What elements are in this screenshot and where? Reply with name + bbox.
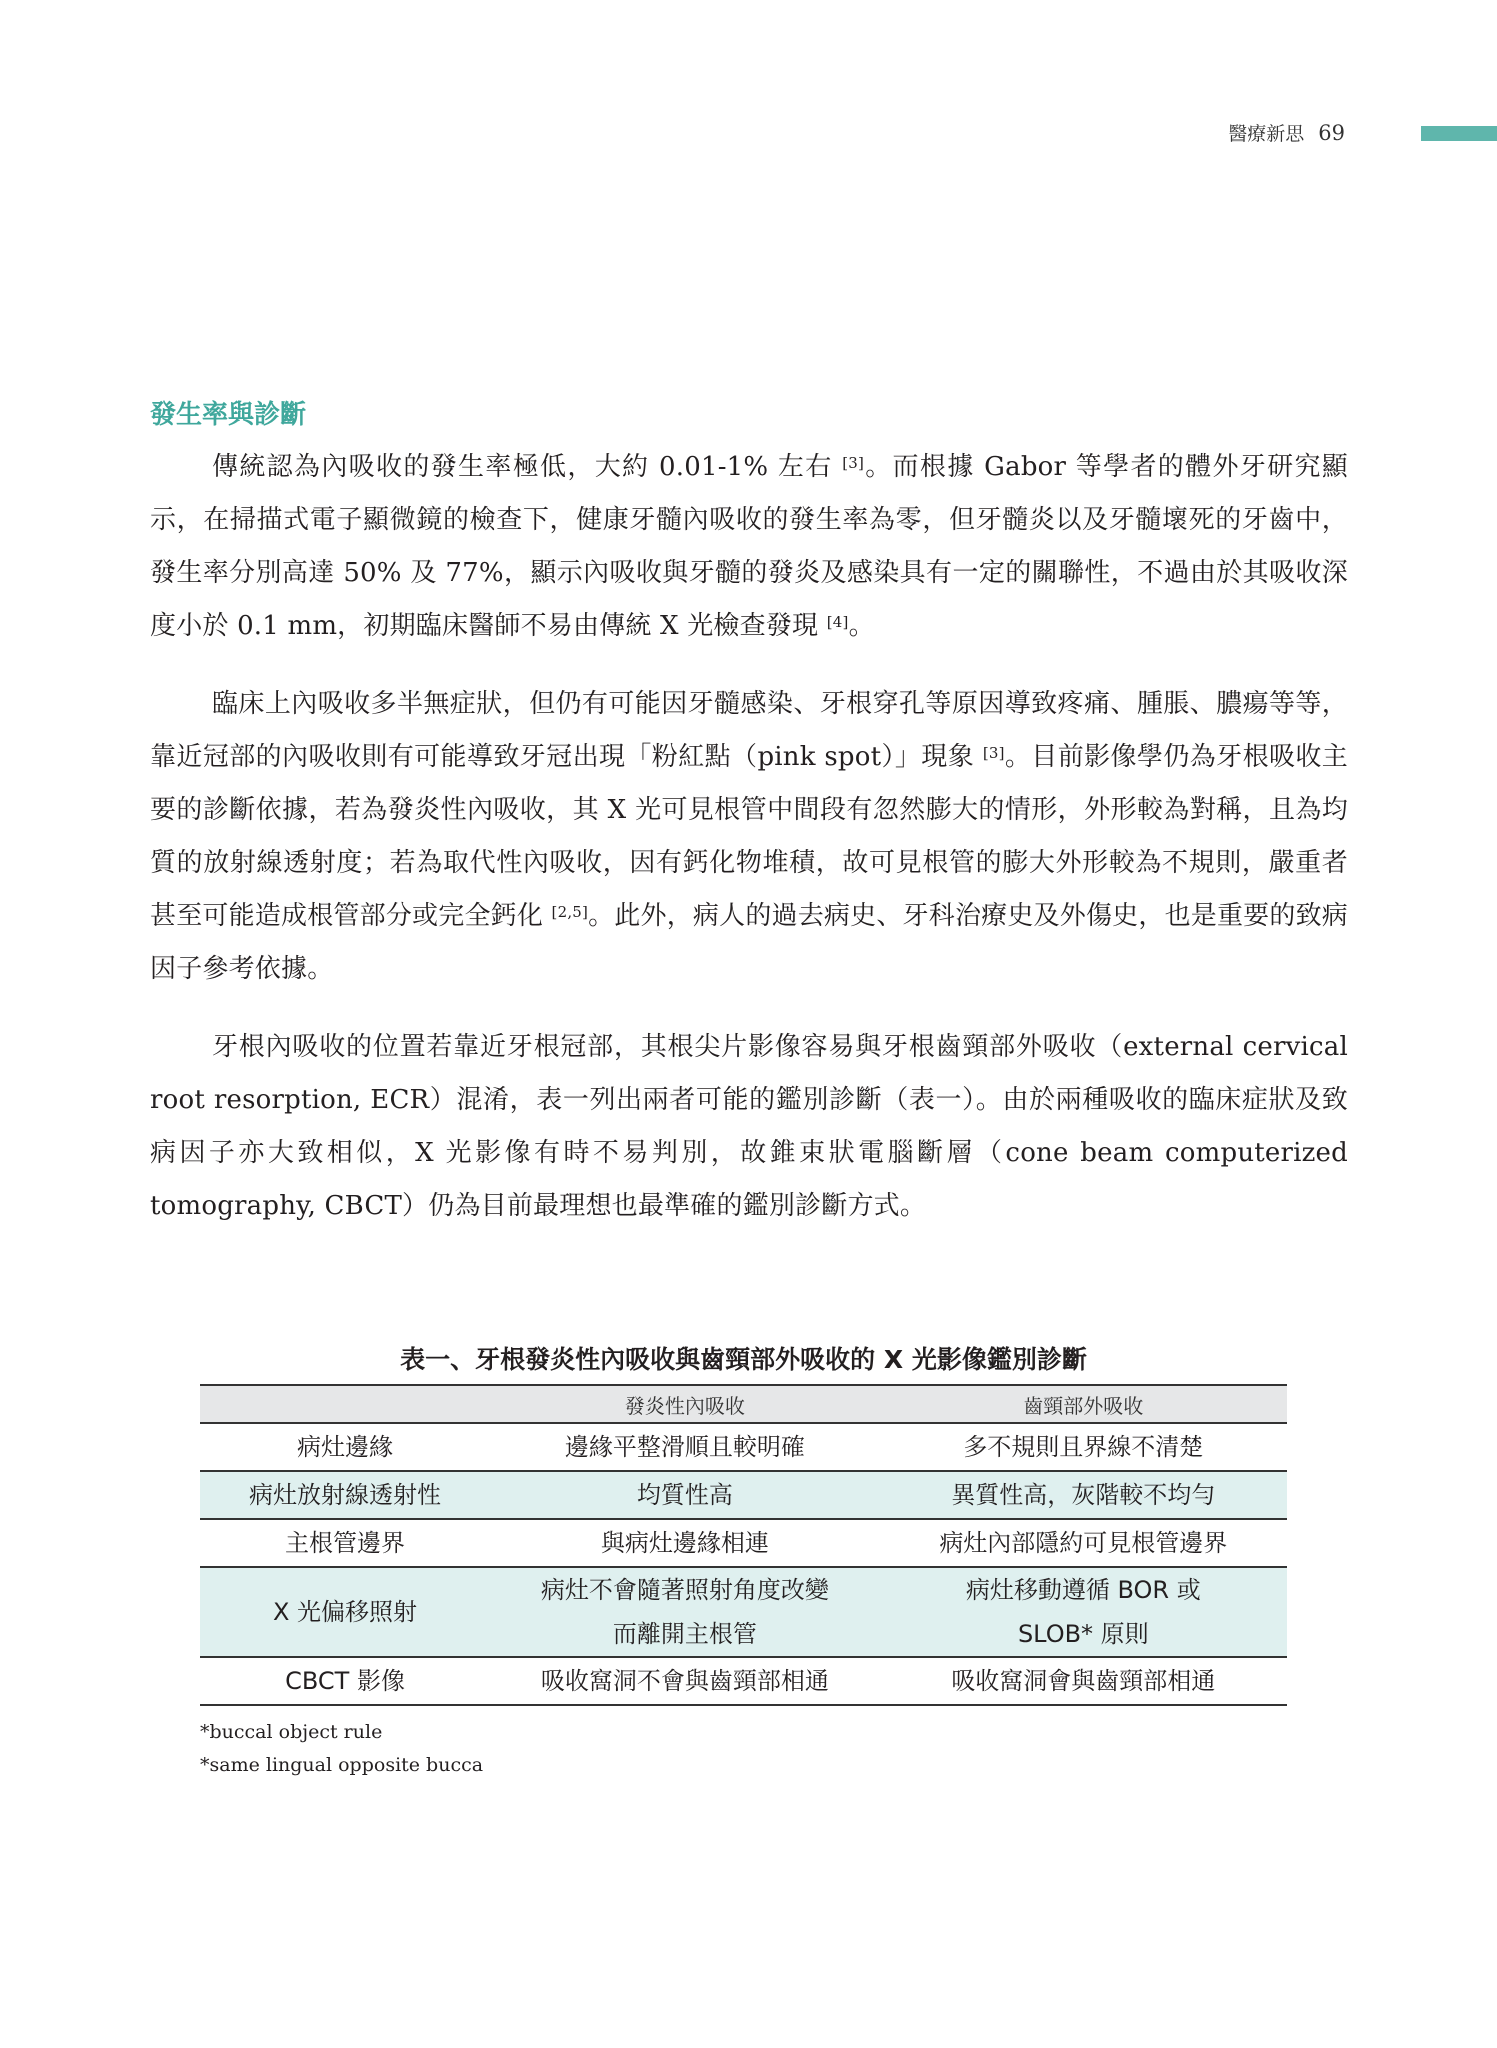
table-cell: 邊緣平整滑順且較明確 xyxy=(490,1423,880,1471)
table-cell: 病灶內部隱約可見根管邊界 xyxy=(880,1519,1287,1567)
table-cell: 病灶不會隨著照射角度改變而離開主根管 xyxy=(490,1567,880,1657)
table-cell: 異質性高，灰階較不均勻 xyxy=(880,1471,1287,1519)
table-row xyxy=(200,1471,1287,1519)
footnote: *same lingual opposite bucca xyxy=(200,1754,484,1776)
table-cell: 與病灶邊緣相連 xyxy=(490,1519,880,1567)
table-row xyxy=(200,1519,1287,1567)
table-footnotes xyxy=(200,1716,1287,1782)
paragraph-3: 牙根內吸收的位置若靠近牙根冠部，其根尖片影像容易與牙根齒頸部外吸收（external cervical root resorption, ECR）混淆，表一列出兩者可能的鑑別診斷（表一）。由於兩種吸收的臨床症狀及致病因子亦大致相似，X 光影像有時不易判別，故錐束狀電腦斷層（cone beam computerized tomography, CBCT）仍為目前最理想也最準確的鑑別診斷方式。 xyxy=(150,1032,1348,1221)
table-cell: 均質性高 xyxy=(490,1471,880,1519)
column-header xyxy=(200,1385,490,1423)
table-cell: 病灶放射線透射性 xyxy=(200,1471,490,1519)
article-body xyxy=(150,395,1348,1258)
differential-diagnosis-table xyxy=(200,1340,1287,1782)
accent-tab xyxy=(1421,126,1497,141)
table-caption: 表一、牙根發炎性內吸收與齒頸部外吸收的 X 光影像鑑別診斷 xyxy=(400,1345,1087,1374)
table-row xyxy=(200,1657,1287,1705)
column-header: 齒頸部外吸收 xyxy=(880,1385,1287,1423)
running-header xyxy=(1228,118,1345,149)
table-cell: 吸收窩洞不會與齒頸部相通 xyxy=(490,1657,880,1705)
paragraph-2: 臨床上內吸收多半無症狀，但仍有可能因牙髓感染、牙根穿孔等原因導致疼痛、腫脹、膿瘍等等，靠近冠部的內吸收則有可能導致牙冠出現「粉紅點（pink spot）」現象 [3]。目前影像學仍為牙根吸收主要的診斷依據，若為發炎性內吸收，其 X 光可見根管中間段有忽然膨大的情形，外形較為對稱，且為均質的放射線透射度；若為取代性內吸收，因有鈣化物堆積，故可見根管的膨大外形較為不規則，嚴重者甚至可能造成根管部分或完全鈣化 [2,5]。此外，病人的過去病史、牙科治療史及外傷史，也是重要的致病因子參考依據。 xyxy=(150,689,1349,984)
table-row xyxy=(200,1423,1287,1471)
citation: [3] xyxy=(982,744,1005,762)
table-cell: CBCT 影像 xyxy=(200,1657,490,1705)
table-cell: 主根管邊界 xyxy=(200,1519,490,1567)
column-header: 發炎性內吸收 xyxy=(490,1385,880,1423)
table-cell: 吸收窩洞會與齒頸部相通 xyxy=(880,1657,1287,1705)
table-header-row xyxy=(200,1385,1287,1423)
page-number: 69 xyxy=(1318,121,1345,145)
data-table xyxy=(200,1384,1287,1706)
citation: [3] xyxy=(842,454,865,472)
table-cell: 多不規則且界線不清楚 xyxy=(880,1423,1287,1471)
table-cell: 病灶移動遵循 BOR 或 SLOB* 原則 xyxy=(880,1567,1287,1657)
paragraph-1: 傳統認為內吸收的發生率極低，大約 0.01-1% 左右 [3]。而根據 Gabor 等學者的體外牙研究顯示，在掃描式電子顯微鏡的檢查下，健康牙髓內吸收的發生率為零，但牙髓炎以及牙髓壞死的牙齒中，發生率分別高達 50% 及 77%，顯示內吸收與牙髓的發炎及感染具有一定的關聯性，不過由於其吸收深度小於 0.1 mm，初期臨床醫師不易由傳統 X 光檢查發現 [4]。 xyxy=(150,452,1348,641)
citation: [4] xyxy=(826,613,849,631)
table-cell: 病灶邊緣 xyxy=(200,1423,490,1471)
table-row xyxy=(200,1567,1287,1657)
section-heading: 發生率與診斷 xyxy=(150,400,307,430)
citation: [2,5] xyxy=(551,903,589,921)
footnote: *buccal object rule xyxy=(200,1721,383,1743)
table-cell: X 光偏移照射 xyxy=(200,1567,490,1657)
journal-title: 醫療新思 xyxy=(1228,123,1305,145)
